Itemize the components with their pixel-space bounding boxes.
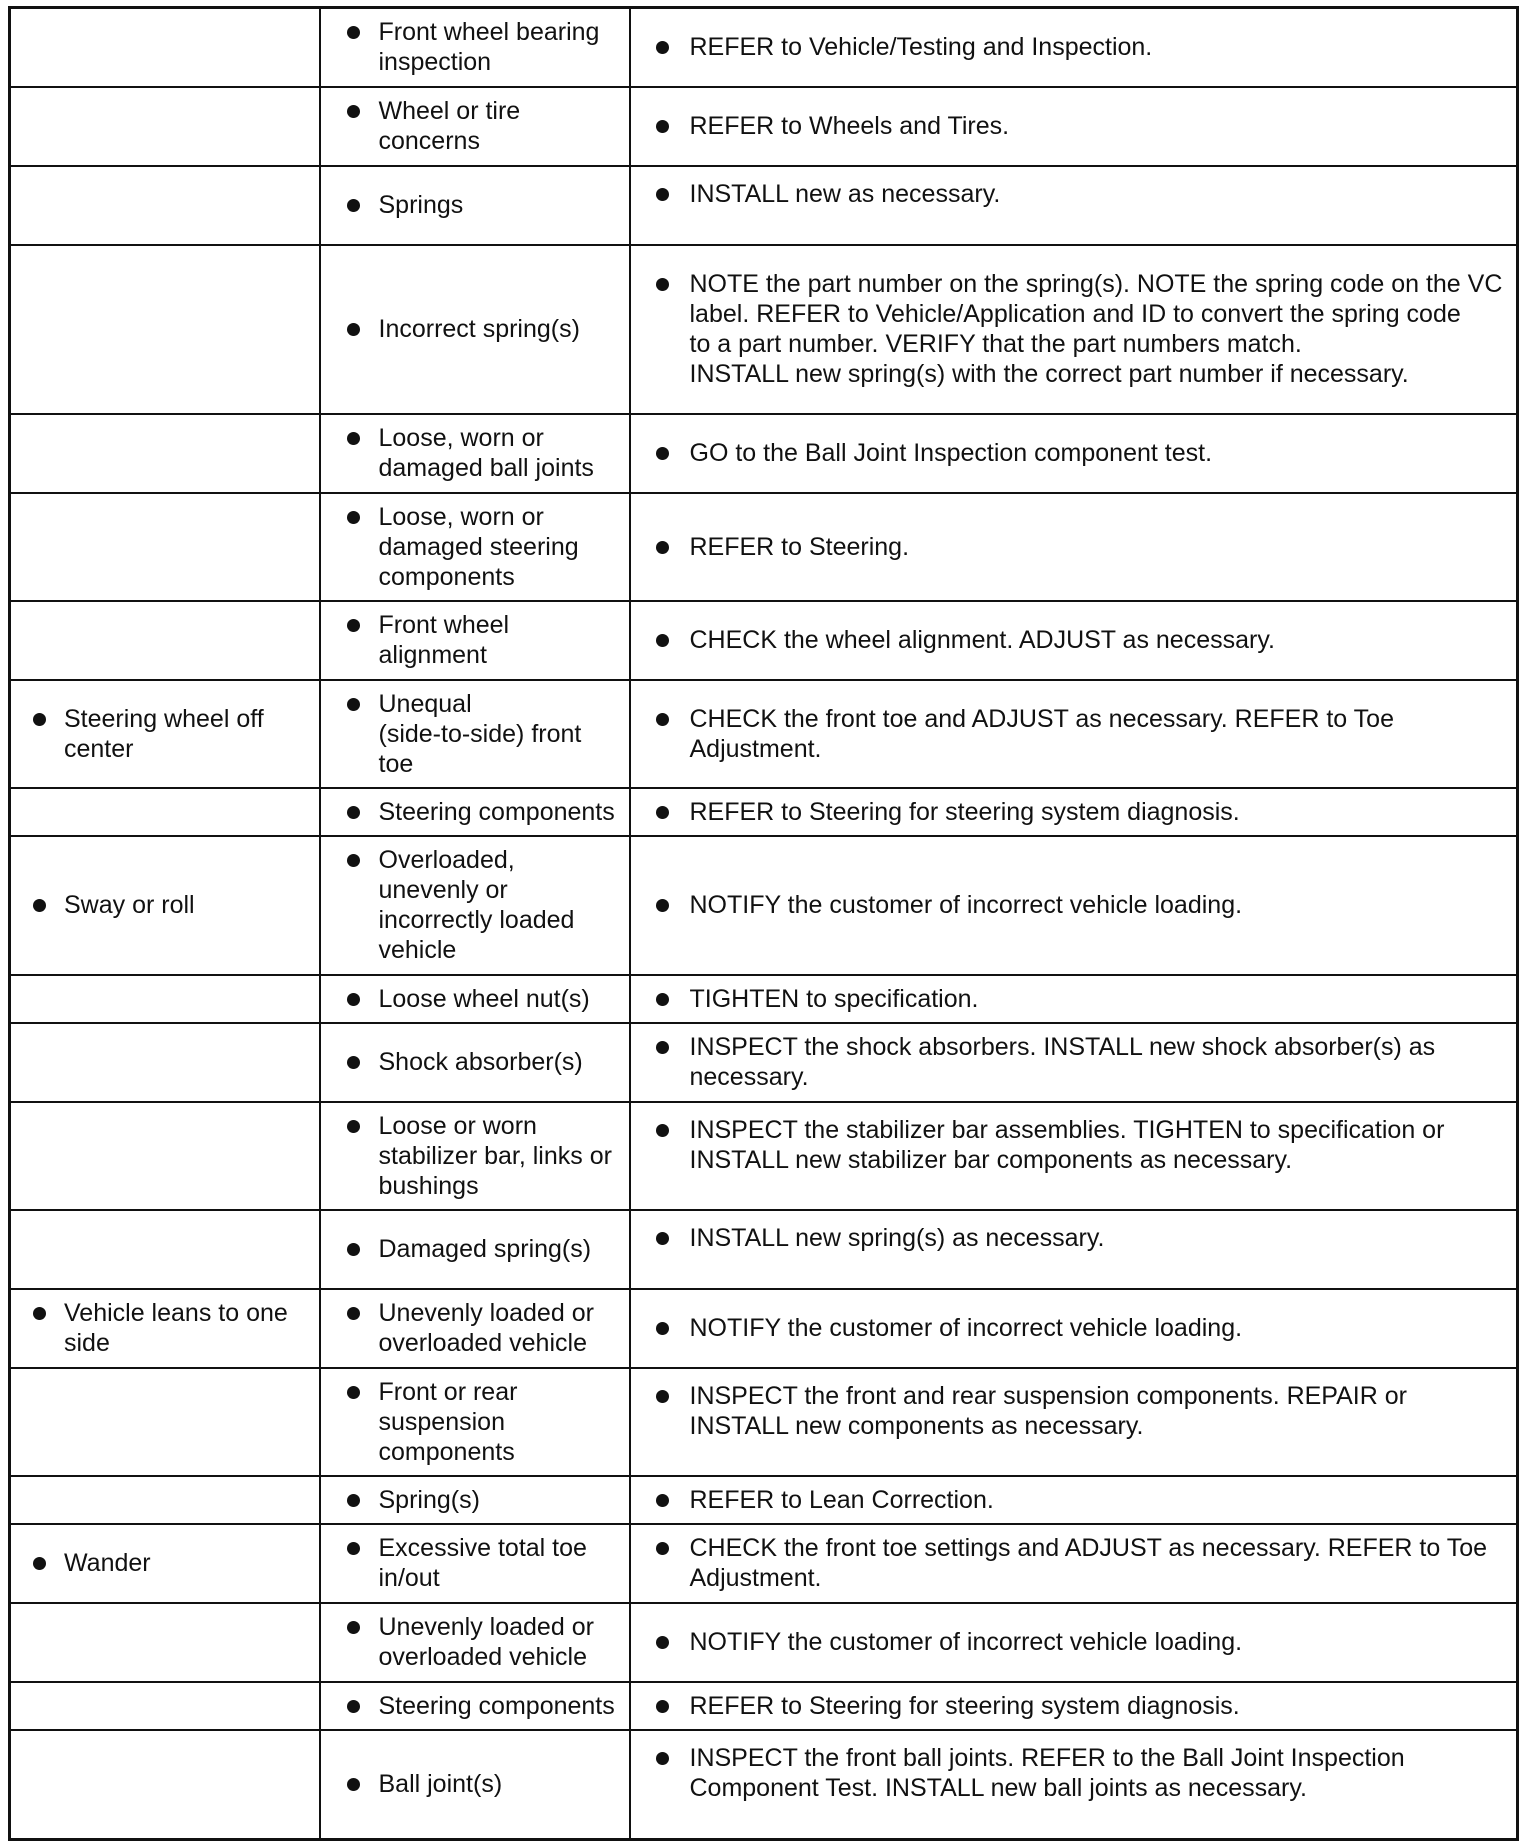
bullet-icon xyxy=(33,713,46,726)
bullet-icon xyxy=(656,806,669,819)
action-text: NOTIFY the customer of incorrect vehicle loading. xyxy=(689,1628,1243,1656)
symptom-text: Steering wheel off center xyxy=(64,704,264,763)
cause-text: Shock absorber(s) xyxy=(378,1048,583,1076)
cause-cell xyxy=(320,8,630,87)
bullet-item xyxy=(321,689,619,779)
cause-cell xyxy=(320,1476,630,1524)
bullet-icon xyxy=(656,120,669,133)
cause-text: Front or rear suspension components xyxy=(378,1377,518,1466)
symptom-cell xyxy=(10,245,320,414)
cause-text: Front wheel bearing inspection xyxy=(378,18,600,77)
cause-cell xyxy=(320,1289,630,1368)
cause-text: Springs xyxy=(378,191,464,219)
action-cell xyxy=(630,1023,1518,1102)
symptom-cell xyxy=(10,1682,320,1730)
action-text: NOTIFY the customer of incorrect vehicle loading. xyxy=(689,891,1243,919)
cause-cell xyxy=(320,1603,630,1682)
bullet-item xyxy=(631,1032,1507,1092)
bullet-icon xyxy=(656,447,669,460)
table-row xyxy=(10,8,1518,87)
cause-text: Incorrect spring(s) xyxy=(378,315,580,343)
cause-text: Unevenly loaded or overloaded vehicle xyxy=(378,1613,594,1671)
cause-cell xyxy=(320,1730,630,1840)
table-row xyxy=(10,1476,1518,1524)
bullet-icon xyxy=(347,1386,360,1399)
cause-cell xyxy=(320,680,630,788)
bullet-item xyxy=(631,532,1507,562)
bullet-item xyxy=(631,625,1507,655)
bullet-icon xyxy=(347,1621,360,1634)
symptom-cell xyxy=(10,975,320,1023)
action-cell xyxy=(630,601,1518,680)
cause-text: Steering components xyxy=(378,1691,615,1720)
cause-cell xyxy=(320,1682,630,1730)
bullet-item xyxy=(631,1485,1507,1515)
symptom-cell xyxy=(10,601,320,680)
bullet-item xyxy=(321,96,619,156)
action-cell xyxy=(630,1603,1518,1682)
cause-cell xyxy=(320,166,630,245)
action-text: INSPECT the shock absorbers. INSTALL new shock absorber(s) as necessary. xyxy=(689,1033,1436,1091)
action-cell xyxy=(630,1682,1518,1730)
bullet-icon xyxy=(347,105,360,118)
bullet-icon xyxy=(347,993,360,1006)
action-text: CHECK the front toe and ADJUST as necessary. REFER to Toe Adjustment. xyxy=(689,704,1394,763)
bullet-item xyxy=(321,1298,619,1358)
bullet-item xyxy=(631,32,1507,62)
action-text: NOTIFY the customer of incorrect vehicle loading. xyxy=(689,1314,1243,1342)
bullet-icon xyxy=(656,1700,669,1713)
symptom-text: Sway or roll xyxy=(64,891,195,919)
cause-text: Loose wheel nut(s) xyxy=(378,984,590,1013)
bullet-item xyxy=(321,1769,619,1799)
action-text: REFER to Wheels and Tires. xyxy=(689,112,1010,140)
bullet-item xyxy=(631,179,1507,209)
bullet-icon xyxy=(347,806,360,819)
cause-text: Unevenly loaded or overloaded vehicle xyxy=(378,1299,594,1357)
action-cell xyxy=(630,975,1518,1023)
bullet-icon xyxy=(656,188,669,201)
bullet-icon xyxy=(347,1056,360,1069)
symptom-cell xyxy=(10,1023,320,1102)
bullet-icon xyxy=(33,1557,46,1570)
bullet-item xyxy=(631,1691,1507,1721)
symptom-cell xyxy=(10,1102,320,1210)
table-row xyxy=(10,87,1518,166)
bullet-icon xyxy=(347,511,360,524)
bullet-item xyxy=(321,845,619,965)
bullet-icon xyxy=(33,899,46,912)
action-text: REFER to Steering for steering system diagnosis. xyxy=(689,797,1240,826)
table-row xyxy=(10,1289,1518,1368)
bullet-item xyxy=(321,190,619,220)
action-cell xyxy=(630,1102,1518,1210)
cause-text: Ball joint(s) xyxy=(378,1770,503,1799)
action-cell xyxy=(630,166,1518,245)
action-cell xyxy=(630,1368,1518,1476)
bullet-icon xyxy=(656,1041,669,1054)
bullet-item xyxy=(321,797,619,827)
table-row xyxy=(10,245,1518,414)
symptom-cell xyxy=(10,8,320,87)
bullet-icon xyxy=(656,1752,669,1765)
bullet-item xyxy=(11,704,309,764)
cause-cell xyxy=(320,1368,630,1476)
bullet-item xyxy=(321,423,619,483)
table-row xyxy=(10,1023,1518,1102)
diagnosis-table xyxy=(8,6,1519,1841)
bullet-icon xyxy=(347,1120,360,1133)
bullet-item xyxy=(631,1533,1507,1593)
cause-cell xyxy=(320,788,630,836)
bullet-icon xyxy=(347,1700,360,1713)
bullet-item xyxy=(631,984,1507,1014)
action-cell xyxy=(630,1524,1518,1603)
symptom-text: Vehicle leans to one side xyxy=(64,1299,288,1357)
action-cell xyxy=(630,1210,1518,1289)
symptom-cell xyxy=(10,1210,320,1289)
bullet-item xyxy=(321,1485,619,1515)
action-text: REFER to Lean Correction. xyxy=(689,1485,994,1514)
cause-cell xyxy=(320,87,630,166)
action-text: REFER to Steering. xyxy=(689,532,910,561)
bullet-item xyxy=(321,1111,619,1201)
cause-cell xyxy=(320,601,630,680)
bullet-icon xyxy=(656,899,669,912)
table-row xyxy=(10,788,1518,836)
bullet-item xyxy=(321,1377,619,1467)
bullet-item xyxy=(321,984,619,1014)
action-text: GO to the Ball Joint Inspection component test. xyxy=(689,439,1213,467)
cause-cell xyxy=(320,1524,630,1603)
action-text: INSPECT the front ball joints. REFER to the Ball Joint Inspection Component Test. INSTALL new ball joints as necessary. xyxy=(689,1743,1405,1802)
action-cell xyxy=(630,1289,1518,1368)
action-text: INSTALL new as necessary. xyxy=(689,179,1001,208)
cause-text: Front wheel alignment xyxy=(378,611,510,669)
cause-cell xyxy=(320,1210,630,1289)
cause-text: Steering components xyxy=(378,797,615,826)
cause-text: Loose, worn or damaged ball joints xyxy=(378,424,594,482)
cause-cell xyxy=(320,245,630,414)
table-row xyxy=(10,1368,1518,1476)
bullet-item xyxy=(321,1612,619,1672)
bullet-item xyxy=(321,17,619,77)
bullet-item xyxy=(631,438,1507,468)
bullet-icon xyxy=(347,698,360,711)
cause-text: Overloaded, unevenly or incorrectly loaded vehicle xyxy=(378,846,575,964)
bullet-item xyxy=(321,502,619,592)
symptom-cell xyxy=(10,1603,320,1682)
table-row xyxy=(10,414,1518,493)
cause-cell xyxy=(320,1023,630,1102)
bullet-item xyxy=(631,797,1507,827)
cause-cell xyxy=(320,975,630,1023)
bullet-item xyxy=(631,1381,1507,1441)
bullet-item xyxy=(11,1548,309,1578)
action-cell xyxy=(630,836,1518,975)
action-text: NOTE the part number on the spring(s). NOTE the spring code on the VC label. REFER to Vehicle/Application and ID to convert the spring code to a part number. VERIFY that the part numbers match. INSTALL new spring(s) with the correct part number if necessary. xyxy=(689,270,1503,388)
cause-cell xyxy=(320,414,630,493)
bullet-icon xyxy=(656,1124,669,1137)
action-cell xyxy=(630,245,1518,414)
bullet-item xyxy=(321,1234,619,1264)
table-row xyxy=(10,1524,1518,1603)
symptom-cell xyxy=(10,1289,320,1368)
bullet-icon xyxy=(656,1494,669,1507)
cause-text: Wheel or tire concerns xyxy=(378,97,521,155)
table-row xyxy=(10,1102,1518,1210)
bullet-item xyxy=(631,704,1507,764)
action-text: INSTALL new spring(s) as necessary. xyxy=(689,1223,1105,1252)
symptom-cell xyxy=(10,1730,320,1840)
symptom-cell xyxy=(10,166,320,245)
action-text: TIGHTEN to specification. xyxy=(689,984,979,1013)
table-row xyxy=(10,1682,1518,1730)
cause-cell xyxy=(320,1102,630,1210)
symptom-cell xyxy=(10,788,320,836)
bullet-item xyxy=(631,890,1507,920)
cause-text: Spring(s) xyxy=(378,1485,480,1514)
action-text: REFER to Steering for steering system diagnosis. xyxy=(689,1691,1240,1720)
bullet-item xyxy=(11,1298,309,1358)
bullet-icon xyxy=(656,713,669,726)
table-body xyxy=(10,8,1518,1840)
bullet-icon xyxy=(656,993,669,1006)
bullet-icon xyxy=(347,323,360,336)
symptom-cell xyxy=(10,836,320,975)
table-row xyxy=(10,1210,1518,1289)
bullet-icon xyxy=(347,619,360,632)
cause-text: Damaged spring(s) xyxy=(378,1235,592,1263)
symptom-cell xyxy=(10,680,320,788)
action-cell xyxy=(630,1476,1518,1524)
bullet-item xyxy=(321,610,619,670)
table-row xyxy=(10,493,1518,601)
bullet-icon xyxy=(656,1232,669,1245)
table-row xyxy=(10,166,1518,245)
symptom-cell xyxy=(10,1368,320,1476)
bullet-item xyxy=(321,314,619,344)
bullet-item xyxy=(631,1743,1507,1803)
bullet-icon xyxy=(347,1243,360,1256)
bullet-icon xyxy=(347,1778,360,1791)
bullet-item xyxy=(631,1115,1507,1175)
cause-cell xyxy=(320,493,630,601)
bullet-icon xyxy=(347,1542,360,1555)
action-cell xyxy=(630,493,1518,601)
cause-cell xyxy=(320,836,630,975)
bullet-icon xyxy=(347,432,360,445)
action-cell xyxy=(630,680,1518,788)
cause-text: Excessive total toe in/out xyxy=(378,1534,587,1592)
bullet-icon xyxy=(347,26,360,39)
bullet-item xyxy=(631,1223,1507,1253)
bullet-item xyxy=(631,111,1507,141)
bullet-icon xyxy=(656,1322,669,1335)
bullet-icon xyxy=(656,1636,669,1649)
table-row xyxy=(10,836,1518,975)
action-cell xyxy=(630,414,1518,493)
symptom-cell xyxy=(10,87,320,166)
cause-text: Loose or worn stabilizer bar, links or bushings xyxy=(378,1111,612,1200)
bullet-icon xyxy=(656,278,669,291)
table-row xyxy=(10,680,1518,788)
cause-text: Unequal (side-to-side) front toe xyxy=(378,689,582,778)
symptom-cell xyxy=(10,1524,320,1603)
table-row xyxy=(10,975,1518,1023)
symptom-text: Wander xyxy=(64,1549,151,1577)
bullet-item xyxy=(631,269,1507,389)
bullet-icon xyxy=(656,1542,669,1555)
symptom-cell xyxy=(10,414,320,493)
bullet-item xyxy=(321,1047,619,1077)
bullet-icon xyxy=(656,634,669,647)
bullet-icon xyxy=(656,41,669,54)
symptom-cell xyxy=(10,1476,320,1524)
action-text: CHECK the wheel alignment. ADJUST as necessary. xyxy=(689,626,1275,654)
bullet-item xyxy=(631,1627,1507,1657)
bullet-icon xyxy=(656,541,669,554)
bullet-item xyxy=(321,1691,619,1721)
bullet-icon xyxy=(347,1494,360,1507)
bullet-icon xyxy=(347,1307,360,1320)
action-text: REFER to Vehicle/Testing and Inspection. xyxy=(689,33,1153,62)
action-text: INSPECT the stabilizer bar assemblies. TIGHTEN to specification or INSTALL new stabilizer bar components as necessary. xyxy=(689,1115,1445,1174)
bullet-icon xyxy=(656,1390,669,1403)
table-row xyxy=(10,1730,1518,1840)
cause-text: Loose, worn or damaged steering components xyxy=(378,502,579,591)
bullet-icon xyxy=(347,854,360,867)
bullet-icon xyxy=(33,1307,46,1320)
action-text: INSPECT the front and rear suspension components. REPAIR or INSTALL new components as necessary. xyxy=(689,1381,1407,1440)
action-text: CHECK the front toe settings and ADJUST as necessary. REFER to Toe Adjustment. xyxy=(689,1534,1488,1592)
table-row xyxy=(10,1603,1518,1682)
bullet-item xyxy=(631,1313,1507,1343)
symptom-cell xyxy=(10,493,320,601)
bullet-item xyxy=(11,890,309,920)
bullet-item xyxy=(321,1533,619,1593)
table-row xyxy=(10,601,1518,680)
action-cell xyxy=(630,87,1518,166)
action-cell xyxy=(630,1730,1518,1840)
action-cell xyxy=(630,8,1518,87)
action-cell xyxy=(630,788,1518,836)
bullet-icon xyxy=(347,199,360,212)
